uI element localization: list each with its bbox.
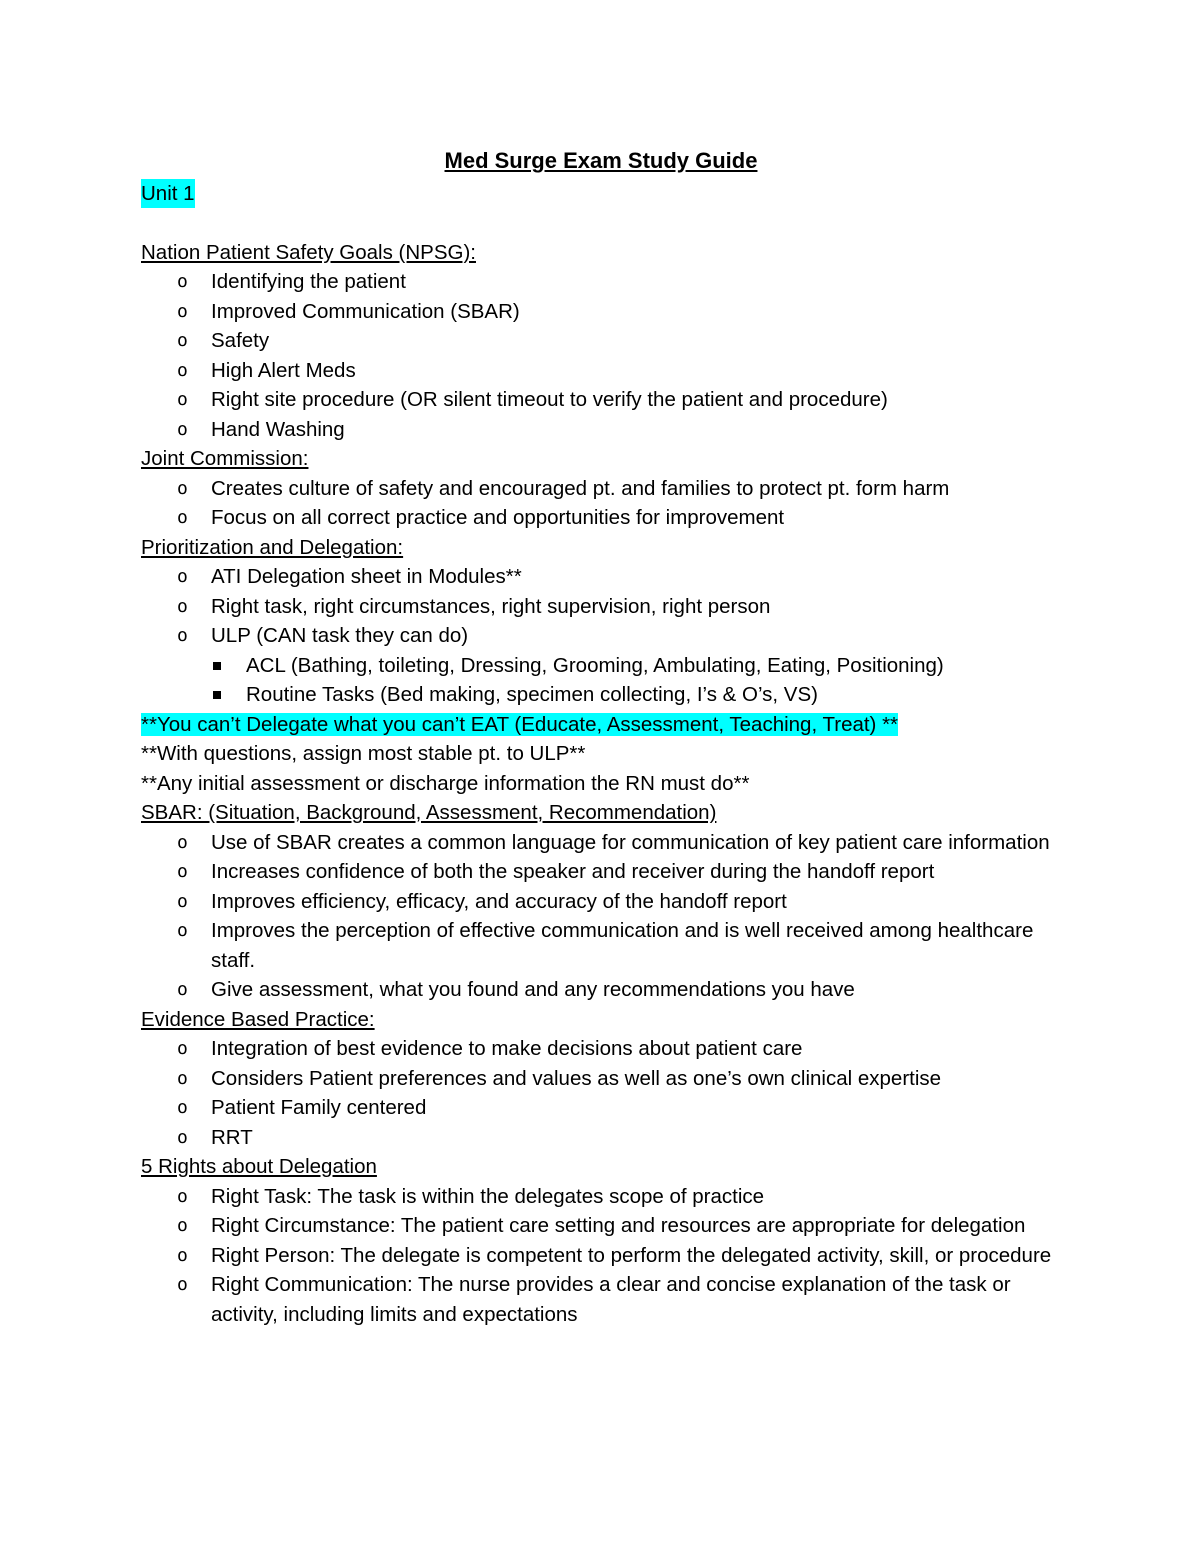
list-item: o Considers Patient preferences and values as well as one’s own clinical expertise: [141, 1064, 1061, 1094]
list-item: o Increases confidence of both the speaker and receiver during the handoff report: [141, 857, 1061, 887]
joint-commission-list: [141, 474, 1061, 533]
section-heading-ebp: Evidence Based Practice:: [141, 1007, 375, 1031]
circle-bullet-icon: o: [177, 979, 188, 1000]
list-item: o Identifying the patient: [141, 267, 1061, 297]
list-item: o Integration of best evidence to make decisions about patient care: [141, 1034, 1061, 1064]
list-item: o Hand Washing: [141, 415, 1061, 445]
section-heading-joint-commission: Joint Commission:: [141, 447, 309, 470]
note-line: **With questions, assign most stable pt. to ULP**: [141, 742, 586, 765]
list-item: o Right Task: The task is within the delegates scope of practice: [141, 1182, 1061, 1212]
document-body: [141, 145, 1061, 1329]
circle-bullet-icon: o: [177, 271, 188, 292]
circle-bullet-icon: o: [177, 1244, 188, 1266]
section-heading-npsg: Nation Patient Safety Goals (NPSG):: [141, 240, 476, 264]
circle-bullet-icon: o: [177, 831, 188, 853]
list-item: o ATI Delegation sheet in Modules**: [141, 562, 1061, 592]
circle-bullet-icon: o: [177, 300, 188, 322]
circle-bullet-icon: o: [177, 1274, 188, 1295]
npsg-list: [141, 267, 1061, 444]
circle-bullet-icon: o: [177, 389, 188, 410]
circle-bullet-icon: o: [177, 595, 188, 617]
circle-bullet-icon: o: [177, 418, 188, 440]
circle-bullet-icon: o: [177, 359, 188, 381]
section-heading-prioritization: Prioritization and Delegation:: [141, 535, 404, 559]
sub-list-item: Routine Tasks (Bed making, specimen collecting, I’s & O’s, VS): [211, 680, 1061, 710]
list-item: o Improved Communication (SBAR): [141, 297, 1061, 327]
list-item: o Right Communication: The nurse provides a clear and concise explanation of the task or activity, including limits and expectations: [141, 1270, 1061, 1329]
list-item: o Patient Family centered: [141, 1093, 1061, 1123]
circle-bullet-icon: o: [177, 1067, 188, 1089]
list-item: o Give assessment, what you found and any recommendations you have: [141, 975, 1061, 1005]
note-line: **Any initial assessment or discharge information the RN must do**: [141, 771, 750, 795]
list-item: o Improves the perception of effective communication and is well received among healthcare staff.: [141, 916, 1061, 975]
unit-label: Unit 1: [141, 179, 195, 208]
prioritization-list: [141, 562, 1061, 710]
square-bullet-icon: [213, 662, 221, 670]
list-item: o Improves efficiency, efficacy, and accuracy of the handoff report: [141, 887, 1061, 917]
list-item: o Right Person: The delegate is competent to perform the delegated activity, skill, or procedure: [141, 1241, 1061, 1271]
list-item: o RRT: [141, 1123, 1061, 1153]
circle-bullet-icon: o: [177, 566, 188, 587]
list-item: o Right Circumstance: The patient care setting and resources are appropriate for delegation: [141, 1211, 1061, 1241]
circle-bullet-icon: o: [177, 920, 188, 941]
list-item: o ULP (CAN task they can do) ACL (Bathing, toileting, Dressing, Grooming, Ambulating, Eating, Positioning) Routine Tasks (Bed making, specimen collecting, I’s & O’s, VS): [141, 621, 1061, 710]
circle-bullet-icon: o: [177, 625, 188, 646]
list-item: o Right site procedure (OR silent timeout to verify the patient and procedure): [141, 385, 1061, 415]
circle-bullet-icon: o: [177, 1215, 188, 1236]
section-heading-5-rights: 5 Rights about Delegation: [141, 1155, 377, 1178]
blank-line: [141, 209, 1061, 238]
circle-bullet-icon: o: [177, 1126, 188, 1148]
highlighted-note: **You can’t Delegate what you can’t EAT (Educate, Assessment, Teaching, Treat) **: [141, 712, 899, 736]
document-title: Med Surge Exam Study Guide: [444, 148, 758, 173]
circle-bullet-icon: o: [177, 890, 188, 912]
circle-bullet-icon: o: [177, 330, 188, 351]
sbar-list: [141, 828, 1061, 1005]
circle-bullet-icon: o: [177, 477, 188, 499]
list-item: o Focus on all correct practice and opportunities for improvement: [141, 503, 1061, 533]
list-item: o Right task, right circumstances, right supervision, right person: [141, 592, 1061, 622]
ulp-sublist: [211, 651, 1061, 710]
list-item: o Safety: [141, 326, 1061, 356]
list-item: o High Alert Meds: [141, 356, 1061, 386]
five-rights-list: [141, 1182, 1061, 1330]
note-line: [141, 710, 1061, 740]
ebp-list: [141, 1034, 1061, 1152]
list-item: o Use of SBAR creates a common language for communication of key patient care information: [141, 828, 1061, 858]
list-item: o Creates culture of safety and encouraged pt. and families to protect pt. form harm: [141, 474, 1061, 504]
section-heading-sbar: SBAR: (Situation, Background, Assessment, Recommendation): [141, 801, 717, 824]
circle-bullet-icon: o: [177, 1038, 188, 1059]
circle-bullet-icon: o: [177, 1185, 188, 1207]
circle-bullet-icon: o: [177, 1097, 188, 1118]
square-bullet-icon: [213, 691, 221, 699]
sub-list-item: ACL (Bathing, toileting, Dressing, Grooming, Ambulating, Eating, Positioning): [211, 651, 1061, 681]
circle-bullet-icon: o: [177, 861, 188, 882]
circle-bullet-icon: o: [177, 507, 188, 528]
